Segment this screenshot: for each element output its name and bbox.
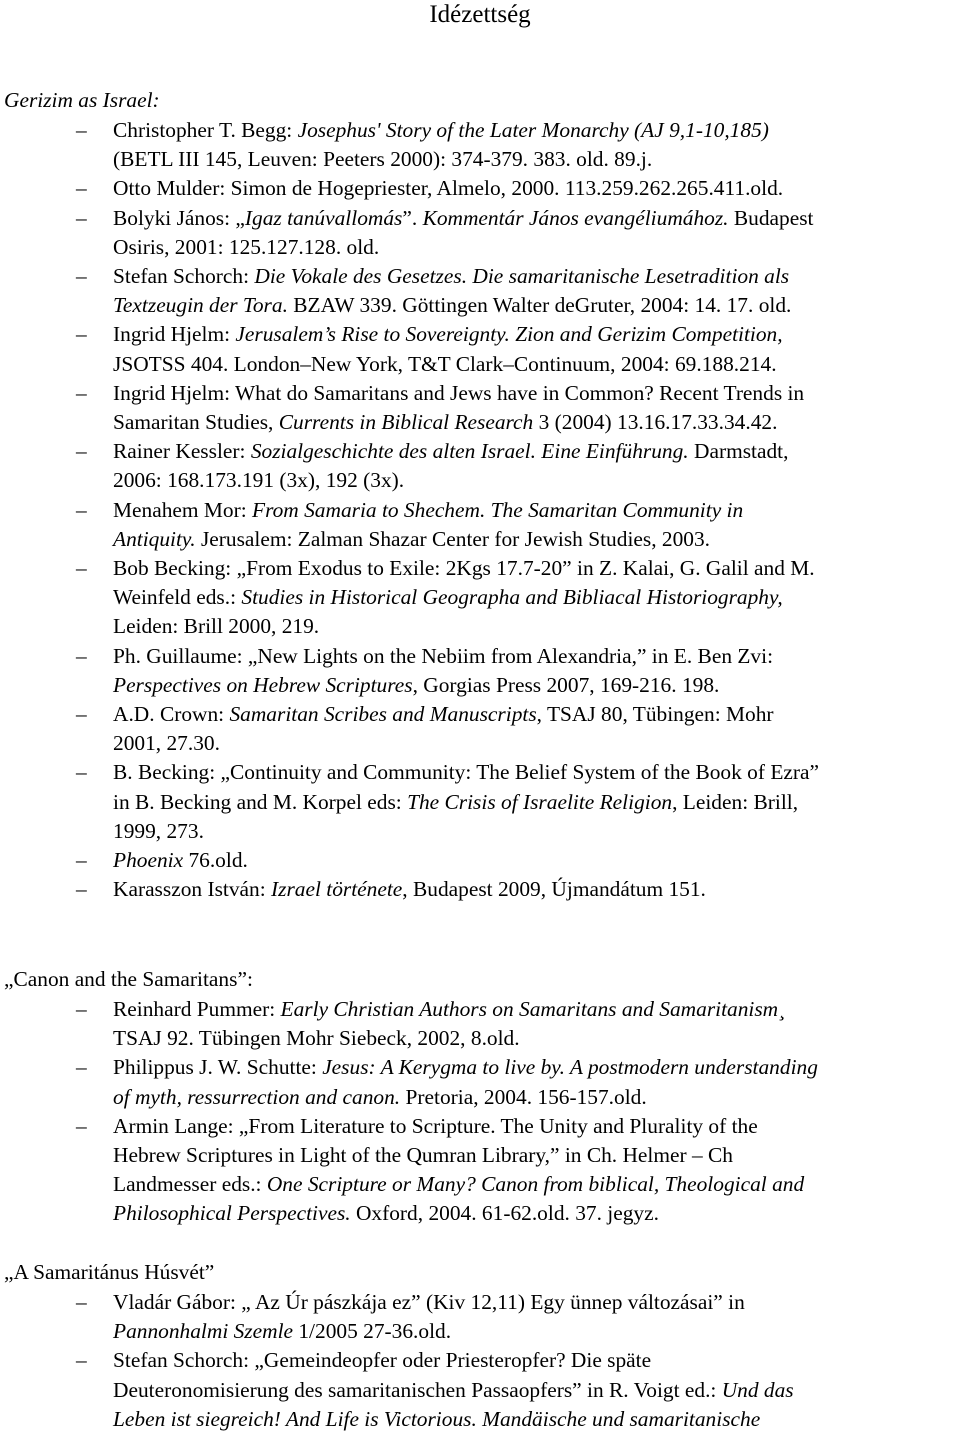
list-dash-bullet: – (76, 1055, 87, 1080)
citation-text: Bolyki János: „ (113, 205, 245, 230)
citation-text: Weinfeld eds.: (113, 585, 242, 610)
citation-entry (0, 1288, 960, 1346)
citation-line (113, 262, 952, 291)
citation-entry (0, 379, 960, 437)
list-dash-bullet: – (76, 380, 87, 405)
list-dash-bullet: – (76, 760, 87, 785)
list-dash-bullet: – (76, 439, 87, 464)
citation-entry (0, 174, 960, 203)
citation-line (113, 1024, 952, 1053)
citation-entry (0, 204, 960, 262)
citation-line (113, 525, 952, 554)
citation-entry (0, 437, 960, 495)
citation-text: Leiden: Brill 2000, 219. (113, 614, 320, 639)
citation-line (113, 1317, 952, 1346)
citation-entry (0, 554, 960, 642)
list-dash-bullet: – (76, 643, 87, 668)
citation-text: 2001, 27.30. (113, 731, 220, 756)
citation-line (113, 1112, 952, 1141)
citation-text: Oxford, 2004. 61-62.old. 37. jegyz. (350, 1201, 659, 1226)
citation-title-text: Studies in Historical Geographa and Bibliacal Historiography, (241, 585, 783, 610)
citation-entry (0, 700, 960, 758)
citation-text: Vladár Gábor: „ Az Úr pászkája ez” (Kiv 12,11) Egy ünnep változásai” in (113, 1290, 745, 1314)
citation-line (113, 496, 952, 525)
citation-text: 1/2005 27-36.old. (293, 1319, 452, 1344)
citation-entry (0, 846, 960, 875)
citation-text: JSOTSS 404. London–New York, T&T Clark–Continuum, 2004: 69.188.214. (113, 351, 777, 376)
citation-title-text: Pannonhalmi Szemle (113, 1319, 294, 1344)
section-heading: „A Samaritánus Húsvét” (4, 1260, 215, 1284)
citation-text: B. Becking: „Continuity and Community: The Belief System of the Book of Ezra” (113, 760, 819, 785)
citation-text: , Leiden: Brill, (672, 789, 799, 814)
list-dash-bullet: – (76, 264, 87, 289)
citation-line (113, 554, 952, 583)
citation-title-text: of myth, ressurrection and canon. (113, 1084, 401, 1109)
list-dash-bullet: – (76, 497, 87, 522)
list-dash-bullet: – (76, 556, 87, 581)
citation-title-text: Samaritan Scribes and Manuscripts (229, 702, 537, 727)
citation-entry (0, 642, 960, 700)
citation-line (113, 233, 952, 262)
citation-entry (0, 1112, 960, 1229)
citation-line (113, 1199, 952, 1228)
list-dash-bullet: – (76, 176, 87, 201)
citation-text: Darmstadt, (688, 439, 789, 464)
citation-line (113, 1083, 952, 1112)
citation-title-text: Kommentár János evangéliumához. (422, 205, 729, 230)
citation-entry (0, 262, 960, 320)
citation-text: 1999, 273. (113, 818, 204, 843)
citation-text: Samaritan Studies, (113, 410, 279, 435)
citation-title-text: Izrael története (271, 877, 403, 902)
citation-line (113, 116, 952, 145)
citation-line (113, 1053, 952, 1082)
citation-title-text: Early Christian Authors on Samaritans and Samaritanism¸ (280, 997, 786, 1021)
citation-title-text: Perspectives on Hebrew Scriptures (113, 672, 413, 697)
list-dash-bullet: – (76, 702, 87, 727)
citation-line (113, 875, 952, 904)
citation-text: TSAJ 92. Tübingen Mohr Siebeck, 2002, 8.old. (113, 1026, 520, 1051)
citation-line (113, 1288, 952, 1317)
list-dash-bullet: – (76, 997, 87, 1021)
citation-entry (0, 496, 960, 554)
citation-text: Armin Lange: „From Literature to Scripture. The Unity and Plurality of the (113, 1113, 758, 1138)
citation-title-text: Currents in Biblical Research (278, 410, 534, 435)
citation-text: Stefan Schorch: (113, 264, 255, 289)
citation-list (0, 1288, 960, 1434)
citation-line (113, 700, 952, 729)
citation-text: ”. (402, 205, 423, 230)
list-dash-bullet: – (76, 877, 87, 902)
list-dash-bullet: – (76, 848, 87, 873)
citation-line (113, 291, 952, 320)
citation-text: , Gorgias Press 2007, 169-216. 198. (412, 672, 720, 697)
citation-line (113, 408, 952, 437)
citation-text: , TSAJ 80, Tübingen: Mohr (536, 702, 774, 727)
citation-text: Reinhard Pummer: (113, 997, 281, 1021)
citation-title-text: Und das (721, 1377, 794, 1402)
citation-line (113, 379, 952, 408)
citation-line (113, 350, 952, 379)
citation-line (113, 642, 952, 671)
citation-line (113, 758, 952, 787)
citation-line (113, 437, 952, 466)
citation-title-text: Antiquity. (113, 526, 196, 551)
citation-text: Bob Becking: „From Exodus to Exile: 2Kgs 17.7-20” in Z. Kalai, G. Galil and M. (113, 556, 815, 581)
citation-text: (BETL III 145, Leuven: Peeters 2000): 374-379. 383. old. 89.j. (113, 147, 653, 172)
citation-text: Budapest (728, 205, 814, 230)
citation-text: Ph. Guillaume: „New Lights on the Nebiim from Alexandria,” in E. Ben Zvi: (113, 643, 774, 668)
list-dash-bullet: – (76, 118, 87, 142)
citation-entry (0, 875, 960, 904)
citation-title-text: Igaz tanúvallomás (244, 205, 403, 230)
citation-text: , Budapest 2009, Újmandátum 151. (402, 877, 706, 902)
list-dash-bullet: – (76, 205, 87, 230)
citation-line (113, 145, 952, 174)
citation-text: in B. Becking and M. Korpel eds: (113, 789, 408, 814)
citation-title-text: The Crisis of Israelite Religion (407, 789, 673, 814)
citation-text: A.D. Crown: (113, 702, 230, 727)
citation-title-text: Sozialgeschichte des alten Israel. Eine Einführung. (250, 439, 689, 464)
citation-text: 76.old. (183, 848, 248, 873)
citation-line (113, 1170, 952, 1199)
section-heading: „Canon and the Samaritans”: (4, 967, 253, 991)
citation-title-text: Textzeugin der Tora. (113, 293, 288, 318)
citation-text: Stefan Schorch: „Gemeindeopfer oder Priesteropfer? Die späte (113, 1348, 652, 1373)
citation-line (113, 817, 952, 846)
citation-text: Menahem Mor: (113, 497, 253, 522)
document-title: Idézettség (429, 1, 531, 28)
citation-text: Christopher T. Begg: (113, 118, 298, 142)
citation-list (0, 116, 960, 904)
citation-text: 3 (2004) 13.16.17.33.34.42. (533, 410, 778, 435)
citation-text: Deuteronomisierung des samaritanischen Passaopfers” in R. Voigt ed.: (113, 1377, 722, 1402)
citation-text: Hebrew Scriptures in Light of the Qumran Library,” in Ch. Helmer – Ch (113, 1143, 733, 1168)
list-dash-bullet: – (76, 1290, 87, 1314)
citation-text: Landmesser eds.: (113, 1172, 267, 1197)
citation-text: Osiris, 2001: 125.127.128. old. (113, 234, 380, 259)
citation-text: Otto Mulder: Simon de Hogepriester, Almelo, 2000. 113.259.262.265.411.old. (113, 176, 784, 201)
citation-title-text: Jesus: A Kerygma to live by. A postmodern understanding (322, 1055, 818, 1080)
list-dash-bullet: – (76, 322, 87, 347)
citation-line (113, 204, 952, 233)
citation-entry (0, 1053, 960, 1111)
citation-text: 2006: 168.173.191 (3x), 192 (3x). (113, 468, 405, 493)
citation-line (113, 1346, 952, 1375)
citation-line (113, 788, 952, 817)
citation-line (113, 583, 952, 612)
citation-title-text: Die Vokale des Gesetzes. Die samaritanische Lesetradition als (254, 264, 790, 289)
citation-text: Karasszon István: (113, 877, 272, 902)
citation-text: Philippus J. W. Schutte: (113, 1055, 323, 1080)
citation-text: BZAW 339. Göttingen Walter deGruter, 2004: 14. 17. old. (287, 293, 792, 318)
citation-entry (0, 995, 960, 1053)
citation-title-text: Philosophical Perspectives. (113, 1201, 351, 1226)
citation-line (113, 846, 952, 875)
citation-entry (0, 116, 960, 174)
list-dash-bullet: – (76, 1113, 87, 1138)
citation-line (113, 466, 952, 495)
citation-title-text: Josephus' Story of the Later Monarchy (AJ 9,1-10,185) (297, 118, 769, 142)
citation-line (113, 1141, 952, 1170)
citation-line (113, 320, 952, 349)
citation-title-text: One Scripture or Many? Canon from biblical, Theological and (266, 1172, 805, 1197)
citation-text: Pretoria, 2004. 156-157.old. (400, 1084, 647, 1109)
citation-entry (0, 1346, 960, 1434)
citation-line (113, 612, 952, 641)
citation-text: Ingrid Hjelm: (113, 322, 236, 347)
section-heading: Gerizim as Israel: (4, 88, 160, 112)
citation-line (113, 1405, 952, 1434)
citation-line (113, 995, 952, 1024)
citation-line (113, 671, 952, 700)
citation-title-text: Leben ist siegreich! And Life is Victorious. Mandäische und samaritanische (113, 1406, 761, 1431)
citation-title-text: Jerusalem’s Rise to Sovereignty. Zion and Gerizim Competition, (235, 322, 783, 347)
citation-title-text: Phoenix (113, 848, 184, 873)
citation-text: Rainer Kessler: (113, 439, 251, 464)
citation-line (113, 729, 952, 758)
citation-title-text: From Samaria to Shechem. The Samaritan Community in (252, 497, 744, 522)
citation-list (0, 995, 960, 1229)
citation-text: Ingrid Hjelm: What do Samaritans and Jews have in Common? Recent Trends in (113, 380, 805, 405)
citation-line (113, 1376, 952, 1405)
citation-text: Jerusalem: Zalman Shazar Center for Jewish Studies, 2003. (195, 526, 711, 551)
citation-line (113, 174, 952, 203)
citation-entry (0, 758, 960, 846)
citation-entry (0, 320, 960, 378)
list-dash-bullet: – (76, 1348, 87, 1373)
